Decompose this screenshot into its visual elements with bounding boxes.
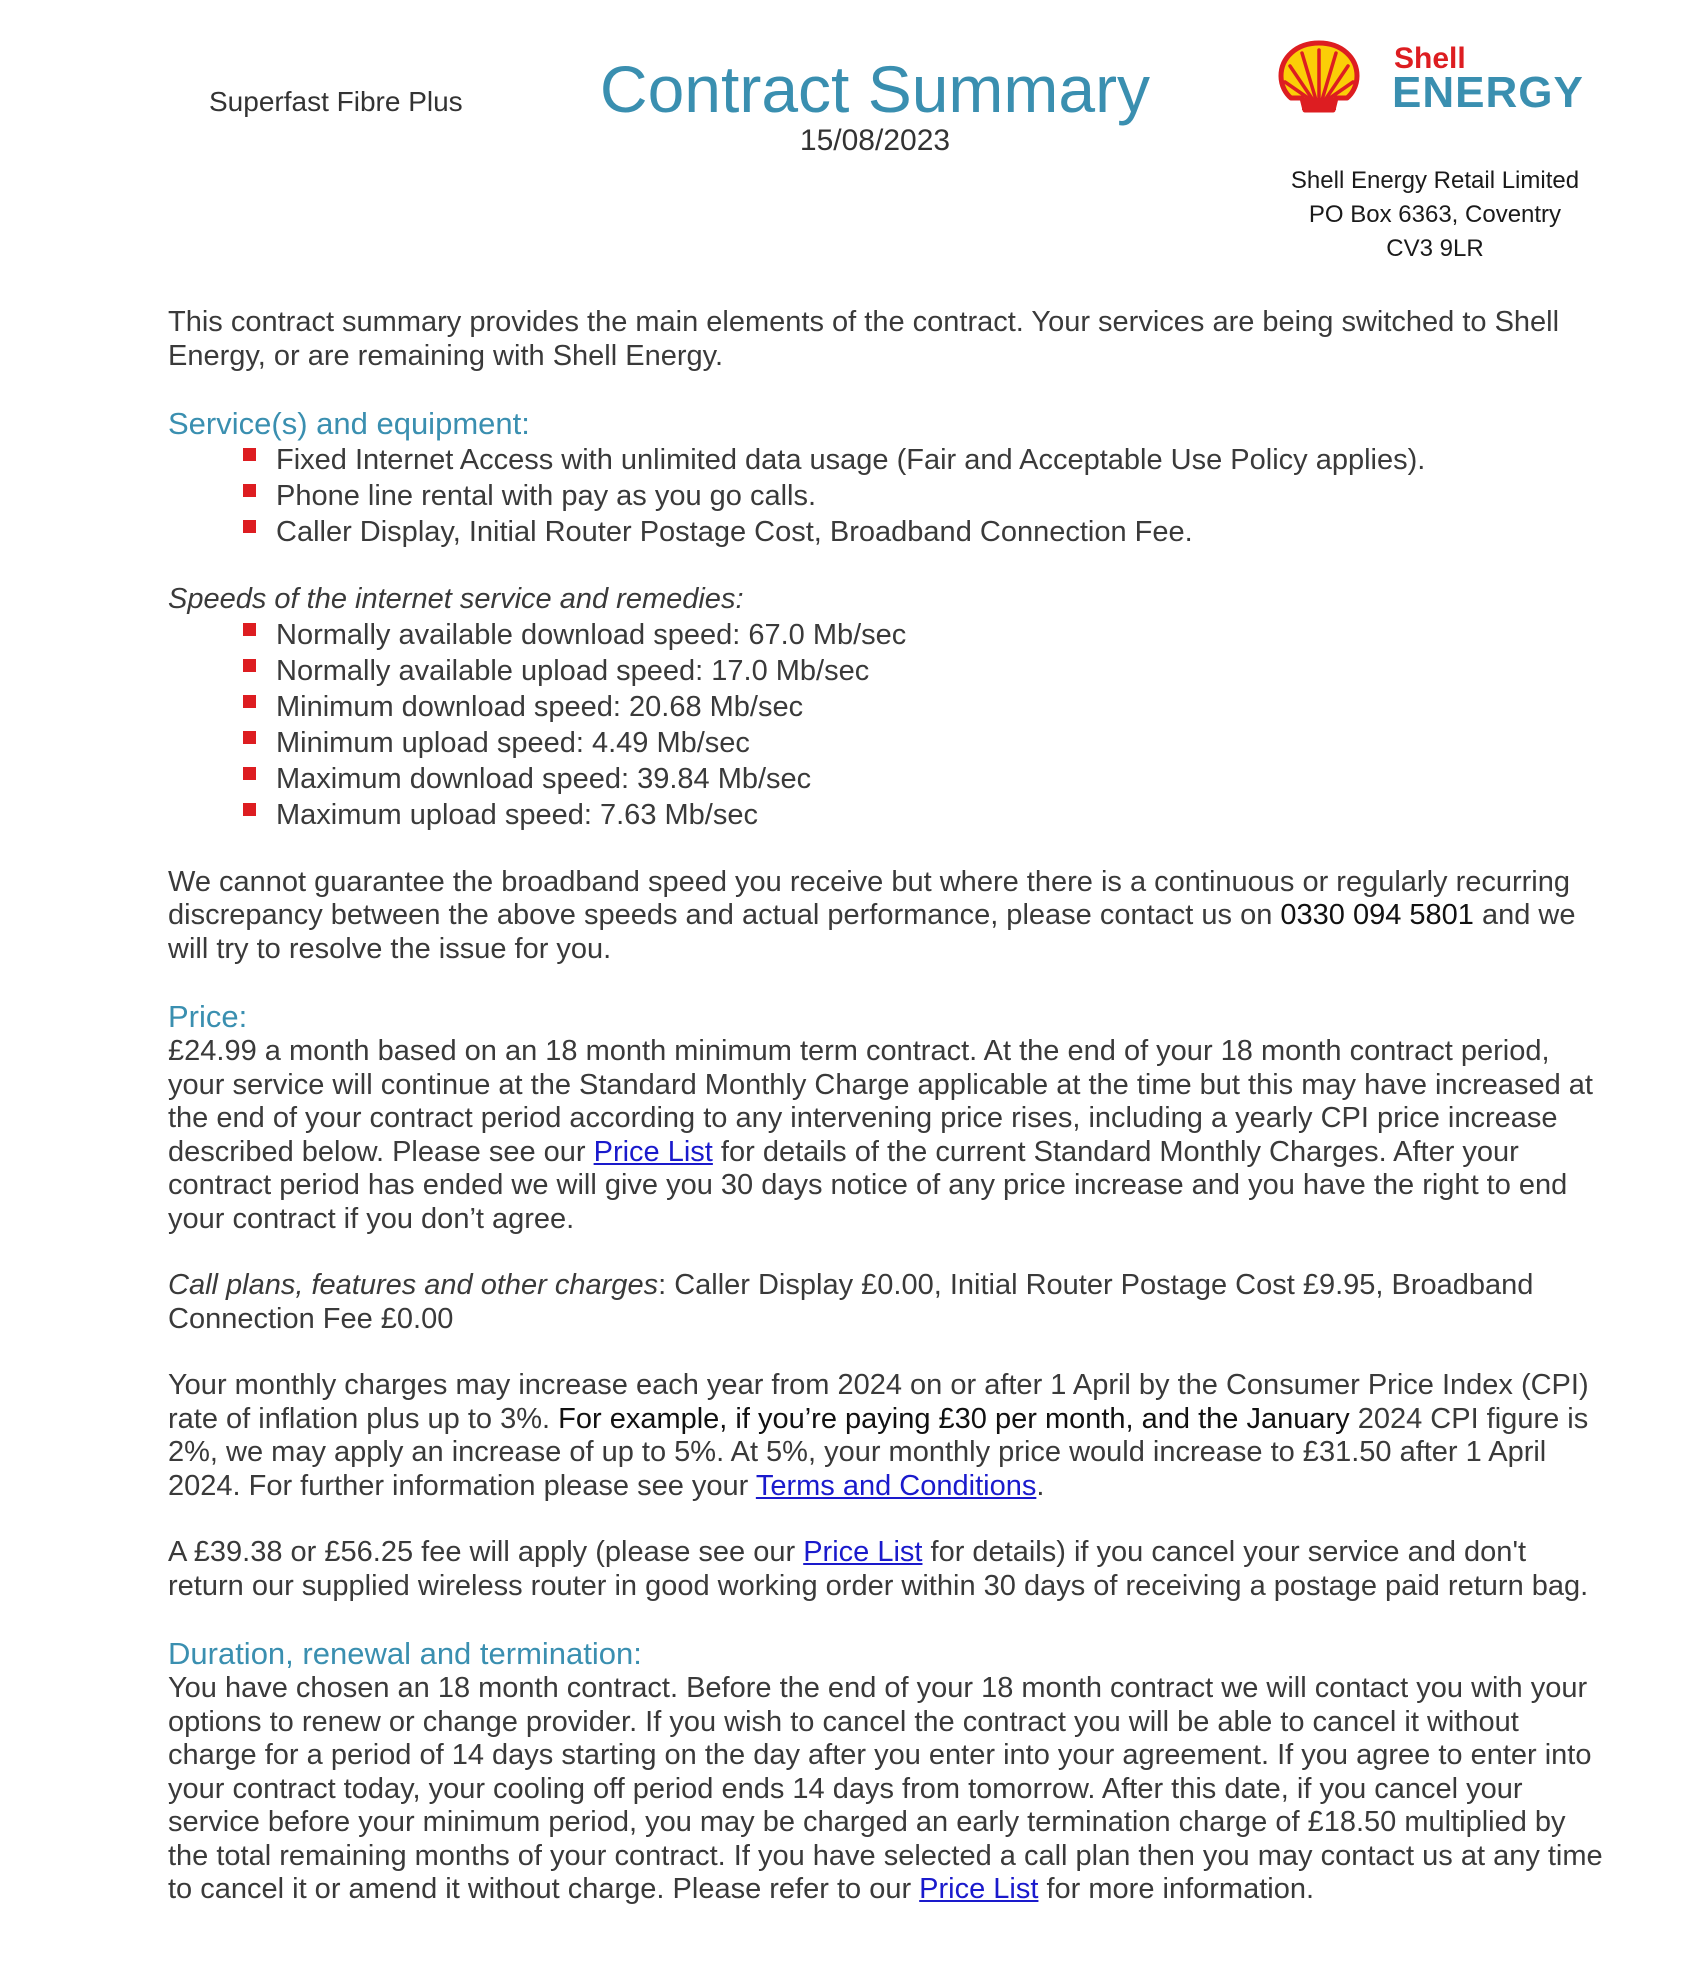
list-item: Minimum upload speed: 4.49 Mb/sec	[276, 725, 1608, 761]
speeds-list	[168, 617, 1608, 833]
price-list-link[interactable]: Price List	[919, 1873, 1039, 1905]
duration-heading: Duration, renewal and termination:	[168, 1636, 642, 1671]
paragraph-text: 2024 CPI figure is 2%, we may apply an increase of up to 5%. At 5%, your monthly price would increase to £31.50 after 1 April 2024. For further information please see your	[168, 1402, 1589, 1502]
logo-wordmark-shell: Shell	[1394, 42, 1466, 75]
price-paragraph	[168, 1035, 1608, 1236]
support-phone-number: 0330 094 5801	[1280, 899, 1474, 931]
address-line: PO Box 6363, Coventry	[1308, 201, 1562, 228]
call-plans-label: Call plans, features and other charges	[168, 1269, 659, 1301]
product-name: Superfast Fibre Plus	[209, 86, 463, 117]
paragraph-text: We cannot guarantee the broadband speed you receive but where there is a continuous or regularly recurring discrepancy between the above speeds and actual performance, please contact us on	[168, 865, 1570, 931]
list-item: Phone line rental with pay as you go calls.	[276, 478, 1608, 514]
company-address	[1240, 164, 1630, 266]
logo-wordmark-energy: ENERGY	[1392, 68, 1584, 117]
paragraph-text: for details of the current Standard Monthly Charges. After your contract period has ended we will give you 30 days notice of any price increase and you have the right to end your contract if you don’t agree.	[168, 1135, 1568, 1235]
example-text: For example, if you’re paying £30 per month, and the January	[558, 1402, 1350, 1435]
speeds-heading: Speeds of the internet service and remedies:	[168, 583, 744, 615]
price-list-link[interactable]: Price List	[803, 1536, 923, 1568]
address-line: Shell Energy Retail Limited	[1290, 167, 1580, 194]
list-item: Minimum download speed: 20.68 Mb/sec	[276, 689, 1608, 725]
summary-date: 15/08/2023	[799, 124, 951, 157]
terms-and-conditions-link[interactable]: Terms and Conditions	[755, 1469, 1037, 1502]
shell-energy-logo	[1278, 38, 1584, 120]
paragraph-text: .	[1036, 1469, 1045, 1502]
intro-paragraph: This contract summary provides the main elements of the contract. Your services are being switched to Shell Energy, or are remaining with Shell Energy.	[168, 306, 1560, 372]
services-heading: Service(s) and equipment:	[168, 406, 530, 441]
contract-body	[168, 306, 1608, 1907]
paragraph-text: £24.99 a month based on an 18 month minimum term contract. At the end of your 18 month contract period, your service will continue at the Standard Monthly Charge applicable at the time but this may have increased at the end of your contract period according to any intervening price rises, including a yearly CPI price increase described below. Please see our	[168, 1035, 1593, 1168]
list-item: Fixed Internet Access with unlimited data usage (Fair and Acceptable Use Policy applies).	[276, 442, 1608, 478]
address-line: CV3 9LR	[1386, 235, 1484, 262]
paragraph-text: Your monthly charges may increase each year from 2024 on or after 1 April by the Consumer Price Index (CPI) rate of inflation plus up to 3%.	[168, 1369, 1589, 1435]
list-item: Caller Display, Initial Router Postage Cost, Broadband Connection Fee.	[276, 514, 1608, 550]
shell-pecten-icon	[1278, 40, 1360, 114]
paragraph-text: and we will try to resolve the issue for you.	[168, 899, 1576, 965]
paragraph-text: for details) if you cancel your service and don't return our supplied wireless router in good working order within 30 days of receiving a postage paid return bag.	[168, 1536, 1589, 1602]
router-fee-paragraph	[168, 1536, 1608, 1603]
cpi-paragraph	[168, 1369, 1608, 1503]
speed-guarantee-paragraph	[168, 866, 1608, 967]
services-list	[168, 442, 1608, 550]
price-heading: Price:	[168, 999, 248, 1034]
list-item: Normally available upload speed: 17.0 Mb/sec	[276, 653, 1608, 689]
paragraph-text: You have chosen an 18 month contract. Before the end of your 18 month contract we will contact you with your options to renew or change provider. If you wish to cancel the contract you will be able to cancel it without charge for a period of 14 days starting on the day after you enter into your agreement. If you agree to enter into your contract today, your cooling off period ends 14 days from tomorrow. After this date, if you cancel your service before your minimum period, you may be charged an early termination charge of £18.50 multiplied by the total remaining months of your contract. If you have selected a call plan then you may contact us at any time to cancel it or amend it without charge. Please refer to our	[168, 1672, 1603, 1905]
paragraph-text: A £39.38 or £56.25 fee will apply (please see our	[168, 1536, 804, 1568]
list-item: Normally available download speed: 67.0 Mb/sec	[276, 617, 1608, 653]
call-plans-paragraph	[168, 1269, 1608, 1336]
paragraph-text: : Caller Display £0.00, Initial Router Postage Cost £9.95, Broadband Connection Fee £0.00	[168, 1269, 1534, 1335]
page-title: Contract Summary	[599, 52, 1151, 126]
paragraph-text: for more information.	[1038, 1873, 1315, 1905]
list-item: Maximum upload speed: 7.63 Mb/sec	[276, 797, 1608, 833]
list-item: Maximum download speed: 39.84 Mb/sec	[276, 761, 1608, 797]
price-list-link[interactable]: Price List	[593, 1135, 713, 1168]
duration-paragraph	[168, 1672, 1608, 1907]
